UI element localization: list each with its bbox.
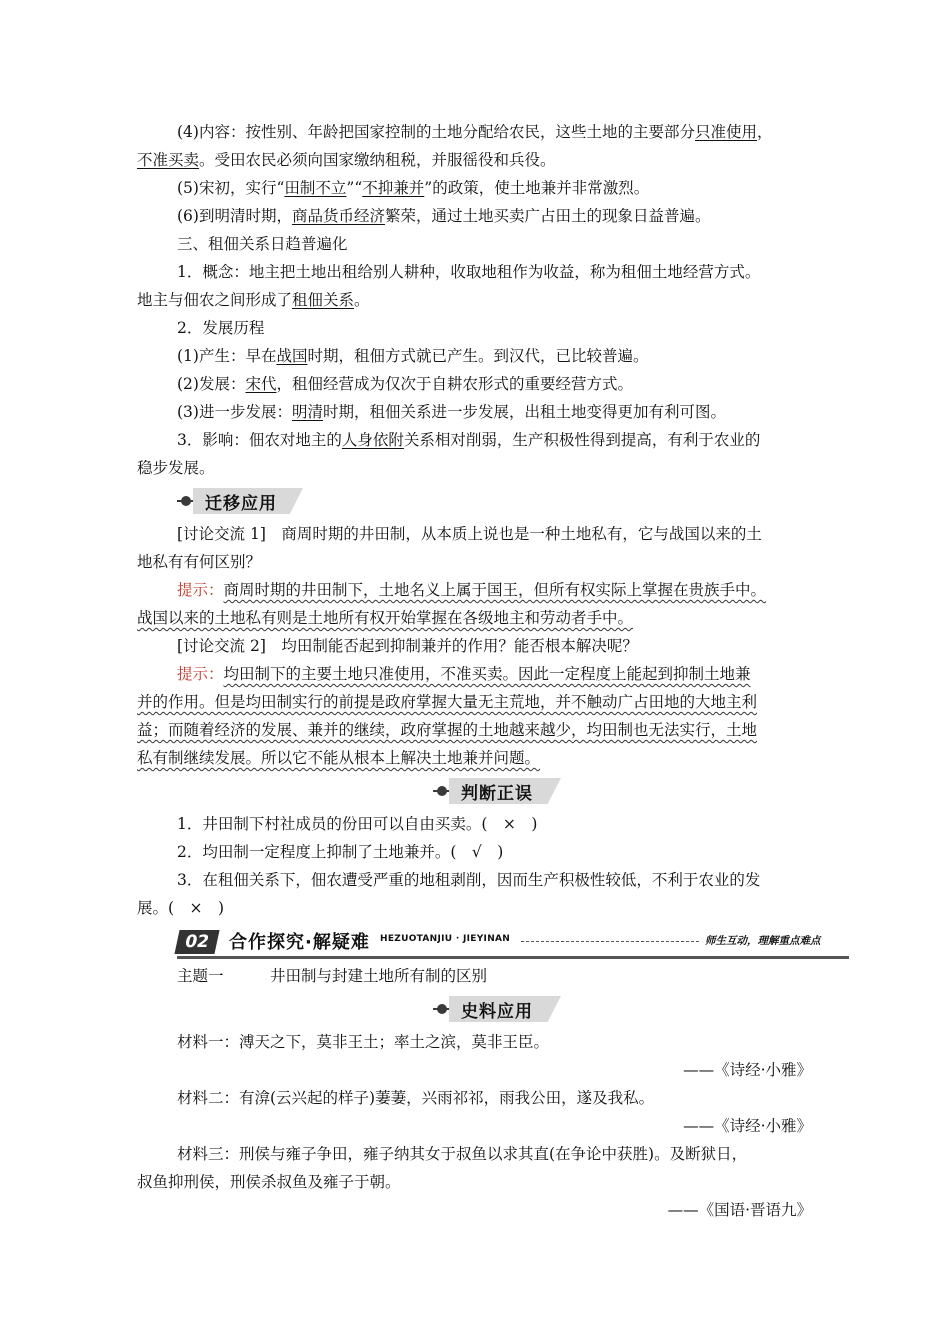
underlined-term: 商品货币经济 [291, 207, 385, 225]
text: (4)内容：按性别、年龄把国家控制的土地分配给农民，这些土地的主要部分 [177, 123, 695, 141]
paragraph: 1．概念：地主把土地出租给别人耕种，收取地租作为收益，称为租佃土地经营方式。 [177, 263, 761, 281]
judgement-item: 3．在租佃关系下，佃农遭受严重的地租剥削，因而生产积极性较低，不利于农业的发 [177, 871, 761, 889]
underlined-term: 明清 [291, 403, 323, 421]
underlined-term: 战国 [276, 347, 308, 365]
text: (6)到明清时期， [177, 207, 292, 225]
paragraph: 2．发展历程 [177, 319, 265, 337]
underlined-term: 宋代 [245, 375, 277, 393]
text: (5)宋初，实行“ [177, 179, 285, 197]
text: 。 [354, 291, 370, 309]
hint-text: 并的作用。但是均田制实行的前提是政府掌握大量无主荒地，并不触动广占田地的大地主利 [137, 693, 758, 711]
material-source: ——《诗经·小雅》 [683, 1117, 812, 1135]
text: ”的政策，使土地兼并非常激烈。 [424, 179, 650, 197]
text: 时期，租佃关系进一步发展，出租土地变得更加有利可图。 [322, 403, 726, 421]
underlined-term: 田制不立 [284, 179, 347, 197]
hint-text: 均田制下的主要土地只准使用，不准买卖。因此一定程度上能起到抑制土地兼 [223, 665, 751, 683]
text: 繁荣，通过土地买卖广占田土的现象日益普遍。 [384, 207, 711, 225]
material-text: 材料二：有渰(云兴起的样子)萋萋，兴雨祁祁，雨我公田，遂及我私。 [177, 1089, 655, 1107]
text: (1)产生：早在 [177, 347, 277, 365]
underlined-term: 只准使用 [694, 123, 757, 141]
section-banner [133, 928, 853, 960]
section-header-qianyi [137, 488, 852, 516]
paragraph [137, 202, 852, 230]
hint-paragraph [137, 744, 852, 772]
discussion-question: [讨论交流 2] 均田制能否起到抑制兼并的作用？能否根本解决呢？ [177, 637, 638, 655]
bullet-dot-icon [437, 786, 447, 796]
text: (2)发展： [177, 375, 246, 393]
text: ”“ [346, 179, 363, 197]
paragraph [137, 286, 852, 314]
material-text: 叔鱼抑刑侯，刑侯杀叔鱼及雍子于朝。 [137, 1173, 401, 1191]
judgement-item: 展。( × ) [137, 899, 225, 917]
hint-text: 益；而随着经济的发展、兼并的继续，政府掌握的土地越来越少，均田制也无法实行，土地 [137, 721, 758, 739]
hint-label: 提示： [177, 581, 224, 599]
section-header-panduan [137, 778, 852, 806]
paragraph [137, 146, 852, 174]
bullet-dot-icon [181, 496, 191, 506]
text: ， [756, 123, 773, 141]
hint-paragraph [137, 688, 852, 716]
underlined-term: 人身依附 [341, 431, 404, 449]
banner-underline [177, 956, 849, 959]
paragraph [137, 370, 852, 398]
hint-text: 商周时期的井田制下，土地名义上属于国王，但所有权实际上掌握在贵族手中。 [223, 581, 767, 599]
banner-dashed-line [521, 941, 699, 942]
text: (3)进一步发展： [177, 403, 292, 421]
hint-text: 战国以来的土地私有则是土地所有权开始掌握在各级地主和劳动者手中。 [137, 609, 634, 627]
material-text: 材料三：刑侯与雍子争田，雍子纳其女于叔鱼以求其直(在争论中获胜)。及断狱日， [177, 1145, 748, 1163]
underlined-term: 租佃关系 [292, 291, 355, 309]
hint-paragraph [137, 716, 852, 744]
material-text: 材料一：溥天之下，莫非王土；率土之滨，莫非王臣。 [177, 1033, 550, 1051]
banner-pinyin: HEZUOTANJIU · JIEYINAN [380, 934, 511, 944]
banner-number: 02 [174, 930, 219, 954]
paragraph [137, 342, 852, 370]
text: 地主与佃农之间形成了 [137, 291, 293, 309]
text: 时期，租佃方式就已产生。到汉代，已比较普遍。 [307, 347, 649, 365]
underlined-term: 不抑兼并 [362, 179, 425, 197]
hint-text: 私有制继续发展。所以它不能从根本上解决土地兼并问题。 [137, 749, 541, 767]
discussion-question: [讨论交流 1] 商周时期的井田制，从本质上说也是一种土地私有，它与战国以来的土 [177, 525, 762, 543]
banner-title: 合作探究·解疑难 [229, 932, 370, 953]
section-title: 判断正误 [461, 784, 533, 804]
banner-tagline: 师生互动，理解重点难点 [705, 935, 821, 947]
paragraph [137, 118, 852, 146]
paragraph: 稳步发展。 [137, 459, 215, 477]
paragraph [137, 426, 852, 454]
text: 关系相对削弱，生产积极性得到提高，有利于农业的 [403, 431, 761, 449]
section-heading: 三、租佃关系日趋普遍化 [177, 235, 348, 253]
paragraph [137, 398, 852, 426]
section-title: 迁移应用 [205, 494, 277, 514]
section-title: 史料应用 [461, 1002, 533, 1022]
text: 3．影响：佃农对地主的 [177, 431, 342, 449]
discussion-question: 地私有有何区别？ [137, 553, 262, 571]
topic-heading: 主题一 井田制与封建土地所有制的区别 [177, 967, 488, 985]
hint-label: 提示： [177, 665, 224, 683]
material-source: ——《国语·晋语九》 [667, 1201, 812, 1219]
hint-paragraph [137, 604, 852, 632]
hint-paragraph [137, 576, 852, 604]
text: 。受田农民必须向国家缴纳租税，并服徭役和兵役。 [199, 151, 556, 169]
judgement-item: 2．均田制一定程度上抑制了土地兼并。( √ ) [177, 843, 504, 861]
hint-paragraph [137, 660, 852, 688]
material-source: ——《诗经·小雅》 [683, 1061, 812, 1079]
judgement-item: 1．井田制下村社成员的份田可以自由买卖。( × ) [177, 815, 538, 833]
document-page [137, 118, 852, 1224]
underlined-term: 不准买卖 [137, 151, 200, 169]
bullet-dot-icon [437, 1004, 447, 1014]
section-header-shiliao [137, 996, 852, 1024]
paragraph [137, 174, 852, 202]
text: ，租佃经营成为仅次于自耕农形式的重要经营方式。 [276, 375, 633, 393]
